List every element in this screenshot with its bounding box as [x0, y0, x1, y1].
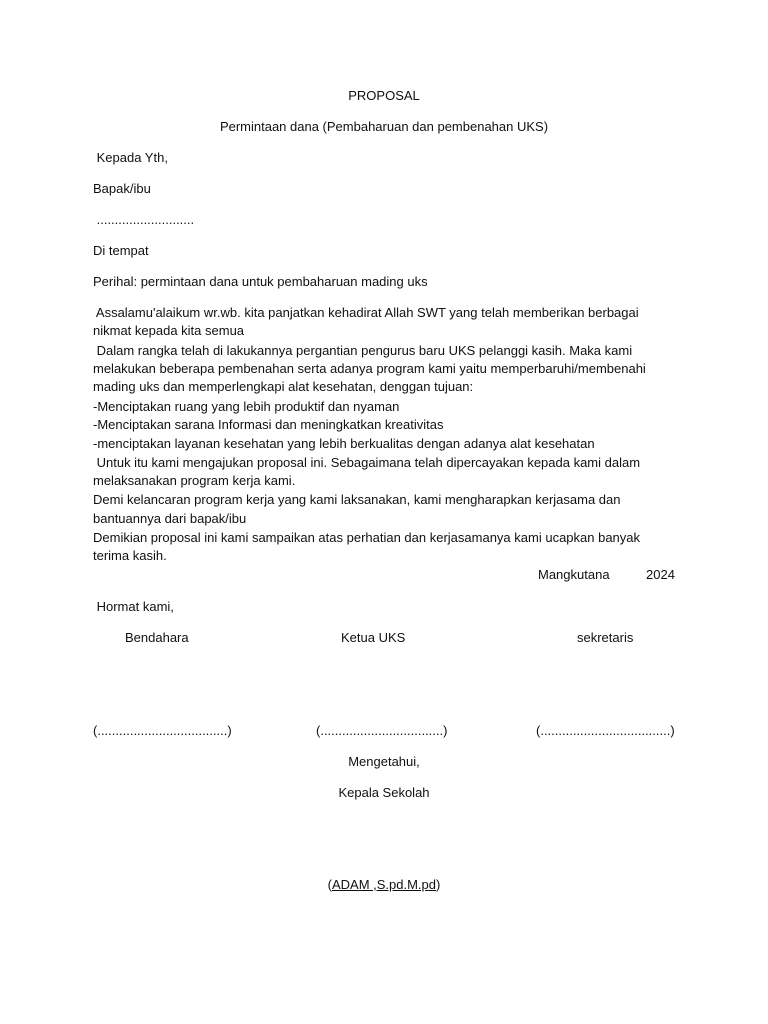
principal-title: Kepala Sekolah: [338, 785, 430, 800]
secretary-title: sekretaris: [577, 630, 634, 645]
body-line: -Menciptakan sarana Informasi dan meningkatkan kreativitas: [93, 417, 444, 432]
principal-signature: [0, 876, 768, 894]
body-line: mading uks dan memperlengkapi alat kesehatan, denggan tujuan:: [93, 379, 474, 394]
document-subtitle: Permintaan dana (Pembaharuan dan pembenahan UKS): [219, 119, 549, 134]
paren-open: (: [327, 877, 332, 892]
treasurer-signature-blank: (....................................): [93, 723, 232, 738]
chairman-title: Ketua UKS: [341, 630, 406, 645]
body-line: melakukan beberapa pembenahan serta adanya program kami yaitu memperbaruhi/membenahi: [93, 361, 646, 376]
secretary-signature-blank: (....................................): [536, 723, 675, 738]
body-line: nikmat kepada kita semua: [93, 323, 245, 338]
body-line: terima kasih.: [93, 548, 167, 563]
chairman-signature-blank: (..................................): [316, 723, 448, 738]
closing-text: Hormat kami,: [93, 599, 174, 614]
subject-line: Perihal: permintaan dana untuk pembaharuan mading uks: [93, 274, 428, 289]
body-line: Assalamu'alaikum wr.wb. kita panjatkan kehadirat Allah SWT yang telah memberikan berbagai: [93, 305, 639, 320]
body-line: Demi kelancaran program kerja yang kami laksanakan, kami mengharapkan kerjasama dan: [93, 492, 621, 507]
recipient-name-placeholder: ...........................: [93, 212, 195, 227]
recipient-salutation: Kepada Yth,: [93, 150, 168, 165]
acknowledged-text: Mengetahui,: [348, 754, 420, 769]
place-text: Mangkutana: [538, 567, 610, 582]
recipient-addressee: Bapak/ibu: [93, 181, 151, 196]
body-line: Untuk itu kami mengajukan proposal ini. Sebagaimana telah dipercayakan kepada kami dalam: [93, 455, 641, 470]
treasurer-title: Bendahara: [125, 630, 189, 645]
body-line: -Menciptakan ruang yang lebih produktif dan nyaman: [93, 399, 400, 414]
body-line: Dalam rangka telah di lakukannya pergantian pengurus baru UKS pelanggi kasih. Maka kami: [93, 343, 633, 358]
body-line: -menciptakan layanan kesehatan yang lebih berkualitas dengan adanya alat kesehatan: [93, 436, 595, 451]
document-title: PROPOSAL: [348, 88, 420, 103]
recipient-location: Di tempat: [93, 243, 149, 258]
principal-name: ADAM ,S.pd.M.pd: [331, 877, 437, 892]
body-line: melaksanakan program kerja kami.: [93, 473, 296, 488]
year-text: 2024: [646, 567, 675, 582]
paren-close: ): [436, 877, 441, 892]
body-line: bantuannya dari bapak/ibu: [93, 511, 247, 526]
body-line: Demikian proposal ini kami sampaikan atas perhatian dan kerjasamanya kami ucapkan banyak: [93, 530, 641, 545]
